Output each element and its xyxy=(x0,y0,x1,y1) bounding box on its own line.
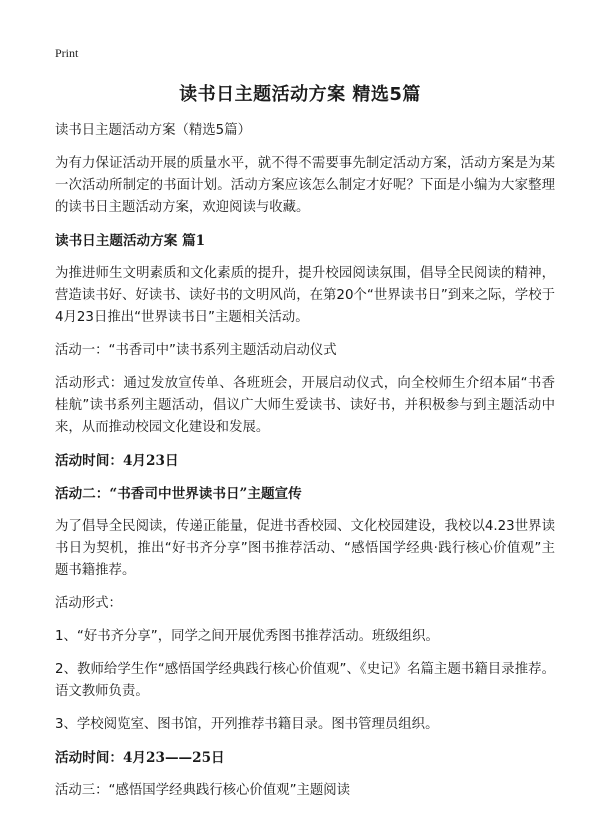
document-subtitle: 读书日主题活动方案（精选5篇） xyxy=(55,123,251,138)
activity-3-title: 活动三：“感悟国学经典践行核心价值观”主题阅读 xyxy=(55,783,351,798)
activity-2-paragraph: 为了倡导全民阅读，传递正能量，促进书香校园、文化校园建设，我校以4.23世界读书日为契机，推出“好书齐分享”图书推荐活动、“感悟国学经典·践行核心价值观”主题书籍推荐。 xyxy=(55,519,555,578)
activity-2-form-label: 活动形式： xyxy=(55,596,122,611)
activity-1-form: 活动形式：通过发放宣传单、各班班会，开展启动仪式，向全校师生介绍本届“书香桂航”读书系列主题活动，倡议广大师生爱读书、读好书，并积极参与到主题活动中来，从而推动校园文化建设和发展。 xyxy=(55,376,555,435)
activity-2-item-3: 3、学校阅览室、图书馆，开列推荐书籍目录。图书管理员组织。 xyxy=(55,717,439,732)
activity-2-item-1: 1、“好书齐分享”，同学之间开展优秀图书推荐活动。班级组织。 xyxy=(55,629,439,644)
activity-2-time: 活动时间：4月23——25日 xyxy=(55,750,225,766)
intro-paragraph: 为有力保证活动开展的质量水平，就不得不需要事先制定活动方案，活动方案是为某一次活动所制定的书面计划。活动方案应该怎么制定才好呢？下面是小编为大家整理的读书日主题活动方案，欢迎阅读与收藏。 xyxy=(55,156,555,215)
activity-2-item-2: 2、教师给学生作“感悟国学经典践行核心价值观”、《史记》名篇主题书籍目录推荐。语文教师负责。 xyxy=(55,662,555,699)
section1-paragraph: 为推进师生文明素质和文化素质的提升，提升校园阅读氛围，倡导全民阅读的精神，营造读书好、好读书、读好书的文明风尚，在第20个“世界读书日”到来之际，学校于4月23日推出“世界读书日”主题相关活动。 xyxy=(55,266,555,325)
print-link[interactable]: Print xyxy=(55,46,79,60)
document-body xyxy=(55,120,555,813)
section-heading-1: 读书日主题活动方案 篇1 xyxy=(55,233,206,249)
activity-1-title: 活动一：“书香司中”读书系列主题活动启动仪式 xyxy=(55,343,337,358)
document-title: 读书日主题活动方案 精选5篇 xyxy=(179,84,421,105)
activity-1-time: 活动时间：4月23日 xyxy=(55,453,179,469)
activity-2-title: 活动二：“书香司中世界读书日”主题宣传 xyxy=(55,486,302,502)
